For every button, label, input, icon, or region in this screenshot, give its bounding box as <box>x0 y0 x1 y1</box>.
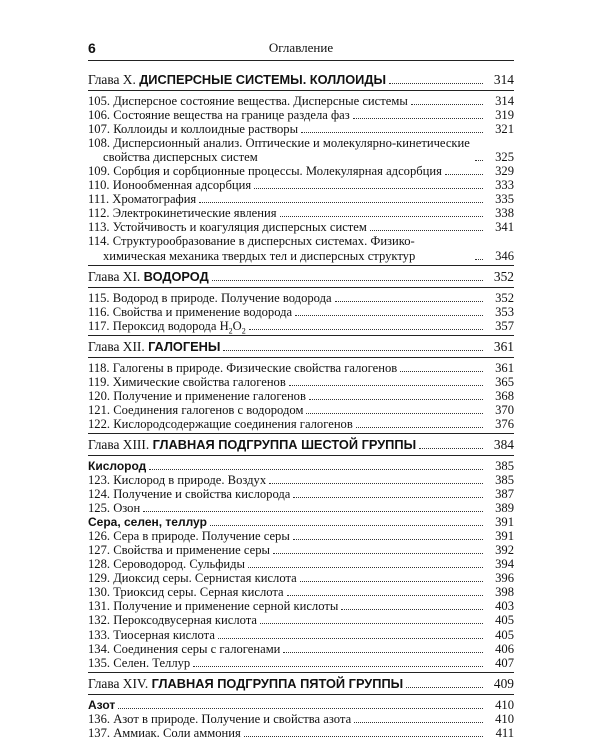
toc-entry[interactable] <box>88 557 514 571</box>
chapter-rule <box>88 287 514 288</box>
page-ref: 410 <box>495 697 514 712</box>
section-heading[interactable] <box>88 698 514 712</box>
dot-leader <box>273 553 483 554</box>
toc-entry[interactable] <box>88 656 514 670</box>
page-ref: 389 <box>495 501 514 516</box>
page-ref: 353 <box>495 304 514 319</box>
toc-entry[interactable] <box>88 389 514 403</box>
chapter-name: ГЛАВНАЯ ПОДГРУППА ШЕСТОЙ ГРУППЫ <box>152 436 417 452</box>
page-ref: 329 <box>495 164 514 179</box>
page-ref: 387 <box>495 487 514 502</box>
entry-title: 107. Коллоиды и коллоидные растворы <box>88 122 299 137</box>
chapter-name: ДИСПЕРСНЫЕ СИСТЕМЫ. КОЛЛОИДЫ <box>139 72 387 87</box>
entry-title: 119. Химические свойства галогенов <box>88 374 286 389</box>
dot-leader <box>223 350 483 351</box>
entry-title: 121. Соединения галогенов с водородом <box>88 402 304 417</box>
entry-title: 113. Устойчивость и коагуляция дисперсных систем <box>88 220 367 235</box>
dot-leader <box>260 623 483 624</box>
toc-entry[interactable] <box>88 122 514 136</box>
chapter-name: ВОДОРОД <box>143 268 209 284</box>
chapter-rule <box>88 694 514 695</box>
page-ref: 361 <box>495 360 514 375</box>
dot-leader <box>356 427 483 428</box>
entry-title: 136. Азот в природе. Получение и свойства азота <box>88 711 352 726</box>
chapter-rule <box>88 90 514 91</box>
chapter-name: ГЛАВНАЯ ПОДГРУППА ПЯТОЙ ГРУППЫ <box>151 675 404 691</box>
entry-title: 120. Получение и применение галогенов <box>88 388 306 403</box>
entry-title: 133. Тиосерная кислота <box>88 627 215 642</box>
toc-entry[interactable] <box>88 712 514 726</box>
toc-entry[interactable] <box>88 108 514 122</box>
dot-leader <box>475 160 483 161</box>
chapter-label: Глава XI. <box>88 268 141 284</box>
chapter-rule <box>88 357 514 358</box>
entry-title: 111. Хроматография <box>88 192 197 207</box>
toc-entry[interactable] <box>88 501 514 515</box>
dot-leader <box>309 399 483 400</box>
chapter-label: Глава XIII. <box>88 436 150 452</box>
page-ref: 376 <box>495 416 514 431</box>
chapter-heading[interactable] <box>88 437 514 453</box>
chapter-end-rule <box>88 265 514 266</box>
toc-entry[interactable] <box>88 220 514 234</box>
dot-leader <box>400 371 483 372</box>
dot-leader <box>445 174 483 175</box>
section-heading[interactable] <box>88 515 514 529</box>
dot-leader <box>306 413 483 414</box>
entry-title: 132. Пероксодвусерная кислота <box>88 613 258 628</box>
dot-leader <box>289 385 483 386</box>
entry-title: 122. Кислородсодержащие соединения галогенов <box>88 416 353 431</box>
entry-title: 127. Свойства и применение серы <box>88 543 270 558</box>
dot-leader <box>419 448 483 449</box>
entry-title: 131. Получение и применение серной кислоты <box>88 599 339 614</box>
toc-entry[interactable] <box>88 403 514 417</box>
page-ref: 391 <box>495 529 514 544</box>
chapter-end-rule <box>88 433 514 434</box>
toc-entry[interactable] <box>88 94 514 108</box>
toc-entry[interactable] <box>88 164 514 178</box>
entry-title: 116. Свойства и применение водорода <box>88 304 293 319</box>
chapter-label: Глава X. <box>88 72 136 87</box>
chapter-heading[interactable] <box>88 72 514 88</box>
chapter-heading[interactable] <box>88 269 514 285</box>
dot-leader <box>411 104 483 105</box>
dot-leader <box>354 722 483 723</box>
entry-title: 130. Триоксид серы. Серная кислота <box>88 585 284 600</box>
page-ref: 385 <box>495 472 514 487</box>
page-ref: 338 <box>495 206 514 221</box>
page-ref: 314 <box>495 94 514 108</box>
toc-entry[interactable] <box>88 136 514 164</box>
page-ref: 403 <box>495 599 514 614</box>
entry-title: 110. Ионообменная адсорбция <box>88 178 252 193</box>
toc-entry[interactable] <box>88 305 514 319</box>
entry-title: 134. Соединения серы с галогенами <box>88 641 281 656</box>
page-ref: 357 <box>495 318 514 333</box>
dot-leader <box>406 687 483 688</box>
entry-title: 108. Дисперсионный анализ. Оптические и молекулярно-кинетические свойства дисперсных систем <box>88 136 470 165</box>
toc-entry[interactable] <box>88 206 514 220</box>
page-ref: 406 <box>495 641 514 656</box>
dot-leader <box>353 118 483 119</box>
dot-leader <box>335 301 483 302</box>
chapter-title <box>88 676 403 692</box>
toc-entry[interactable] <box>88 192 514 206</box>
page-ref: 361 <box>493 338 514 354</box>
dot-leader <box>341 609 483 610</box>
dot-leader <box>283 652 483 653</box>
table-of-contents <box>88 72 514 740</box>
entry-title: 137. Аммиак. Соли аммония <box>88 725 241 740</box>
toc-entry[interactable] <box>88 234 514 262</box>
toc-entry[interactable] <box>88 178 514 192</box>
chapter-end-rule <box>88 672 514 673</box>
formula-tail <box>228 318 246 336</box>
page-ref: 370 <box>495 402 514 417</box>
toc-entry[interactable] <box>88 361 514 375</box>
page-ref: 335 <box>495 192 514 207</box>
toc-entry[interactable] <box>88 585 514 599</box>
chapter-end-rule <box>88 335 514 336</box>
entry-title: 118. Галогены в природе. Физические свойства галогенов <box>88 360 398 375</box>
entry-title: Азот <box>88 697 116 712</box>
page-ref: 405 <box>495 627 514 642</box>
entry-title: Кислород <box>88 458 147 473</box>
page-ref: 407 <box>495 655 514 670</box>
dot-leader <box>301 132 483 133</box>
page-number: 6 <box>88 40 96 56</box>
page-ref: 352 <box>495 290 514 305</box>
page-ref: 314 <box>493 72 514 87</box>
page-ref: 346 <box>495 248 514 263</box>
page-ref: 365 <box>495 374 514 389</box>
dot-leader <box>199 202 483 203</box>
dot-leader <box>193 666 483 667</box>
dot-leader <box>269 483 483 484</box>
section-heading[interactable] <box>88 459 514 473</box>
entry-title: 123. Кислород в природе. Воздух <box>88 472 267 487</box>
page-ref: 333 <box>495 178 514 193</box>
toc-entry[interactable] <box>88 417 514 431</box>
chapter-title <box>88 72 386 88</box>
chapter-label: Глава XIV. <box>88 675 149 691</box>
page-ref: 385 <box>495 458 514 473</box>
entry-title: 109. Сорбция и сорбционные процессы. Молекулярная адсорбция <box>88 164 442 179</box>
page-ref: 341 <box>495 220 514 235</box>
chapter-name: ГАЛОГЕНЫ <box>148 338 221 354</box>
toc-entry[interactable] <box>88 487 514 501</box>
subscript: 2 <box>228 326 233 336</box>
page-ref: 391 <box>495 515 514 530</box>
entry-title: 106. Состояние вещества на границе раздела фаз <box>88 108 350 123</box>
page-ref: 396 <box>495 571 514 586</box>
entry-title: 129. Диоксид серы. Сернистая кислота <box>88 571 297 586</box>
page-ref: 319 <box>495 108 514 123</box>
toc-entry[interactable] <box>88 318 514 336</box>
page-ref: 368 <box>495 388 514 403</box>
dot-leader <box>210 525 483 526</box>
dot-leader <box>475 259 483 260</box>
toc-entry[interactable] <box>88 543 514 557</box>
entry-title: 126. Сера в природе. Получение серы <box>88 529 290 544</box>
entry-title: 124. Получение и свойства кислорода <box>88 487 291 502</box>
toc-entry[interactable] <box>88 613 514 627</box>
toc-entry[interactable] <box>88 571 514 585</box>
page-ref: 325 <box>495 150 514 165</box>
chapter-label: Глава XII. <box>88 338 145 354</box>
page-ref: 384 <box>493 436 514 452</box>
page-ref: 405 <box>495 613 514 628</box>
page-ref: 398 <box>495 585 514 600</box>
page-ref: 392 <box>495 543 514 558</box>
toc-entry[interactable] <box>88 642 514 656</box>
dot-leader <box>300 581 483 582</box>
entry-title: 117. Пероксид водорода H <box>88 318 229 333</box>
chapter-title <box>88 339 220 355</box>
dot-leader <box>389 83 483 84</box>
dot-leader <box>248 567 483 568</box>
toc-entry[interactable] <box>88 628 514 642</box>
dot-leader <box>254 188 483 189</box>
chapter-heading[interactable] <box>88 676 514 692</box>
page-ref: 394 <box>495 557 514 572</box>
page-header <box>88 38 514 61</box>
page-ref: 321 <box>495 122 514 137</box>
toc-entry[interactable] <box>88 473 514 487</box>
chapter-rule <box>88 455 514 456</box>
dot-leader <box>370 230 483 231</box>
dot-leader <box>212 280 483 281</box>
entry-title: 125. Озон <box>88 501 141 516</box>
dot-leader <box>143 511 483 512</box>
formula-element: O <box>232 318 242 333</box>
entry-title: 112. Электрокинетические явления <box>88 206 277 221</box>
chapter-title <box>88 437 416 453</box>
toc-entry[interactable] <box>88 291 514 305</box>
entry-title: 114. Структурообразование в дисперсных системах. Физико-химическая механика твердых тел и дисперсных структур <box>88 234 416 263</box>
toc-entry[interactable] <box>88 726 514 740</box>
page-ref: 409 <box>493 675 514 691</box>
entry-title: 105. Дисперсное состояние вещества. Дисперсные системы <box>88 94 408 108</box>
dot-leader <box>295 315 483 316</box>
dot-leader <box>249 329 483 330</box>
running-title: Оглавление <box>268 40 334 55</box>
dot-leader <box>293 539 483 540</box>
dot-leader <box>218 638 483 639</box>
page-ref: 410 <box>495 711 514 726</box>
dot-leader <box>280 216 483 217</box>
toc-entry[interactable] <box>88 529 514 543</box>
page-ref: 352 <box>493 268 514 284</box>
dot-leader <box>149 469 483 470</box>
entry-title: 115. Водород в природе. Получение водорода <box>88 290 332 305</box>
chapter-title <box>88 269 209 285</box>
chapter-heading[interactable] <box>88 339 514 355</box>
entry-title: Сера, селен, теллур <box>88 515 207 530</box>
subscript: 2 <box>241 326 246 336</box>
dot-leader <box>293 497 483 498</box>
toc-entry[interactable] <box>88 599 514 613</box>
page-ref: 411 <box>495 725 514 740</box>
toc-entry[interactable] <box>88 375 514 389</box>
dot-leader <box>244 736 483 737</box>
entry-title: 135. Селен. Теллур <box>88 655 191 670</box>
dot-leader <box>287 595 483 596</box>
entry-title: 128. Сероводород. Сульфиды <box>88 557 245 572</box>
dot-leader <box>118 708 483 709</box>
